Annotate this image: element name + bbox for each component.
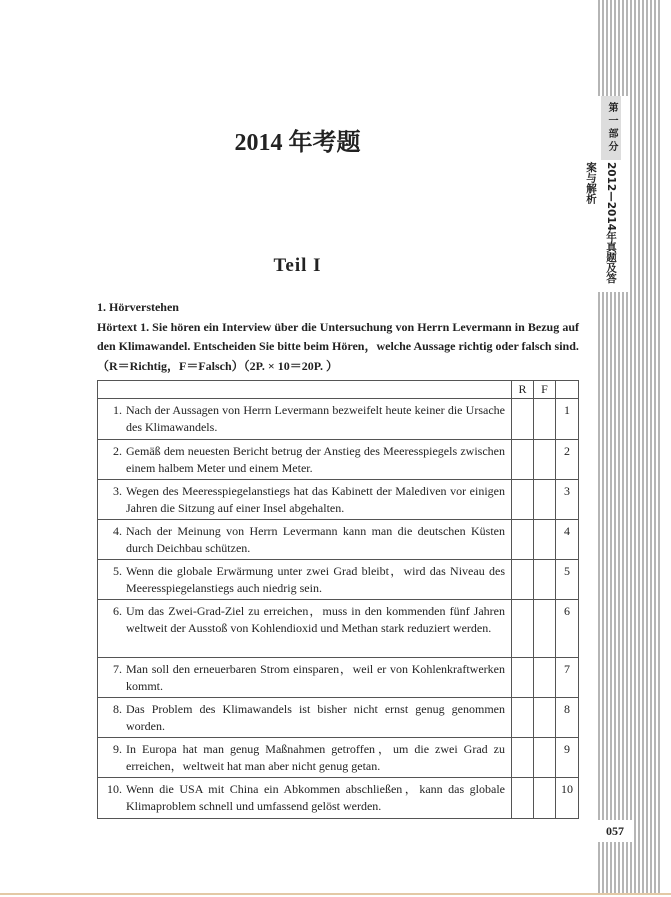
table-row	[98, 658, 579, 698]
question-text: Nach der Aussagen von Herrn Levermann bezweifelt heute keiner die Ursache des Klimawandels.	[126, 403, 505, 434]
section-title: Teil I	[273, 255, 322, 276]
question-cell	[98, 399, 512, 440]
instructions	[97, 298, 579, 376]
page-title: 2014 年考题	[234, 130, 361, 156]
question-number: 10.	[107, 782, 122, 796]
question-index: 6	[556, 600, 579, 658]
table-row	[98, 698, 579, 738]
answer-r-cell[interactable]	[512, 520, 534, 560]
question-number: 6.	[113, 604, 122, 618]
question-cell	[98, 560, 512, 600]
question-text: Wenn die globale Erwärmung unter zwei Grad bleibt，wird das Niveau des Meeresspiegelanstiegs auch niedrig sein.	[126, 564, 505, 595]
question-index: 7	[556, 658, 579, 698]
question-number: 3.	[113, 484, 122, 498]
answer-r-cell[interactable]	[512, 600, 534, 658]
header-f: F	[534, 381, 556, 399]
answer-r-cell[interactable]	[512, 778, 534, 819]
answer-r-cell[interactable]	[512, 658, 534, 698]
bottom-rule	[0, 893, 671, 895]
question-cell	[98, 480, 512, 520]
question-index: 5	[556, 560, 579, 600]
question-text: In Europa hat man genug Maßnahmen getroffen，um die zwei Grad zu erreichen，weltweit hat man aber nicht genug getan.	[126, 742, 505, 773]
header-blank	[98, 381, 512, 399]
answer-r-cell[interactable]	[512, 399, 534, 440]
question-text: Gemäß dem neuesten Bericht betrug der Anstieg des Meeresspiegels zwischen einem halbem Meter und einem Meter.	[126, 444, 505, 475]
question-text: Um das Zwei-Grad-Ziel zu erreichen，muss in den kommenden fünf Jahren weltweit der Ausstoß von Kohlendioxid und Methan stark reduziert werden.	[126, 604, 505, 635]
question-number: 8.	[113, 702, 122, 716]
table-header-row	[98, 381, 579, 399]
answer-f-cell[interactable]	[534, 738, 556, 778]
answer-f-cell[interactable]	[534, 560, 556, 600]
question-cell	[98, 738, 512, 778]
question-number: 4.	[113, 524, 122, 538]
task-legend: （R＝Richtig，F＝Falsch）（2P. × 10＝20P. ）	[97, 358, 338, 373]
question-index: 10	[556, 778, 579, 819]
question-cell	[98, 658, 512, 698]
chapter-side-tab	[585, 96, 630, 292]
table-row	[98, 600, 579, 658]
header-r: R	[512, 381, 534, 399]
question-index: 4	[556, 520, 579, 560]
task-heading: 1. Hörverstehen	[97, 300, 179, 314]
question-index: 1	[556, 399, 579, 440]
table-row	[98, 480, 579, 520]
question-index: 2	[556, 440, 579, 480]
question-number: 2.	[113, 444, 122, 458]
table-row	[98, 440, 579, 480]
page-number: 057	[598, 820, 632, 842]
answer-r-cell[interactable]	[512, 480, 534, 520]
answer-r-cell[interactable]	[512, 440, 534, 480]
answer-f-cell[interactable]	[534, 520, 556, 560]
answer-f-cell[interactable]	[534, 480, 556, 520]
question-cell	[98, 520, 512, 560]
header-index	[556, 381, 579, 399]
question-cell	[98, 778, 512, 819]
question-number: 5.	[113, 564, 122, 578]
answer-r-cell[interactable]	[512, 698, 534, 738]
question-index: 9	[556, 738, 579, 778]
question-index: 8	[556, 698, 579, 738]
answer-f-cell[interactable]	[534, 399, 556, 440]
side-tab-part: 第一部分	[601, 96, 621, 160]
question-table	[97, 380, 579, 819]
question-text: Nach der Meinung von Herrn Levermann kann man die deutschen Küsten durch Deichbau schützen.	[126, 524, 505, 555]
answer-r-cell[interactable]	[512, 560, 534, 600]
question-number: 1.	[113, 403, 122, 417]
answer-f-cell[interactable]	[534, 778, 556, 819]
table-row	[98, 560, 579, 600]
answer-r-cell[interactable]	[512, 738, 534, 778]
answer-f-cell[interactable]	[534, 658, 556, 698]
question-text: Wenn die USA mit China ein Abkommen abschließen，kann das globale Klimaproblem schnell und umfassend gelöst werden.	[126, 782, 505, 813]
question-text: Das Problem des Klimawandels ist bisher nicht ernst genug genommen worden.	[126, 702, 505, 733]
table-row	[98, 778, 579, 819]
answer-f-cell[interactable]	[534, 698, 556, 738]
question-index: 3	[556, 480, 579, 520]
question-cell	[98, 600, 512, 658]
question-number: 7.	[113, 662, 122, 676]
table-row	[98, 399, 579, 440]
question-text: Wegen des Meeresspiegelanstiegs hat das Kabinett der Malediven vor einigen Jahren die Sitzung auf einer Insel abgehalten.	[126, 484, 505, 515]
answer-f-cell[interactable]	[534, 440, 556, 480]
side-tab-title: 2012—2014年真题及答案与解析	[585, 162, 617, 284]
question-number: 9.	[113, 742, 122, 756]
question-text: Man soll den erneuerbaren Strom einsparen，weil er von Kohlenkraftwerken kommt.	[126, 662, 505, 693]
table-row	[98, 738, 579, 778]
question-cell	[98, 440, 512, 480]
question-cell	[98, 698, 512, 738]
task-instruction: Hörtext 1. Sie hören ein Interview über die Untersuchung von Herrn Levermann in Bezug auf den Klimawandel. Entscheiden Sie bitte beim Hören，welche Aussage richtig oder falsch sind.	[97, 319, 579, 353]
table-row	[98, 520, 579, 560]
answer-f-cell[interactable]	[534, 600, 556, 658]
